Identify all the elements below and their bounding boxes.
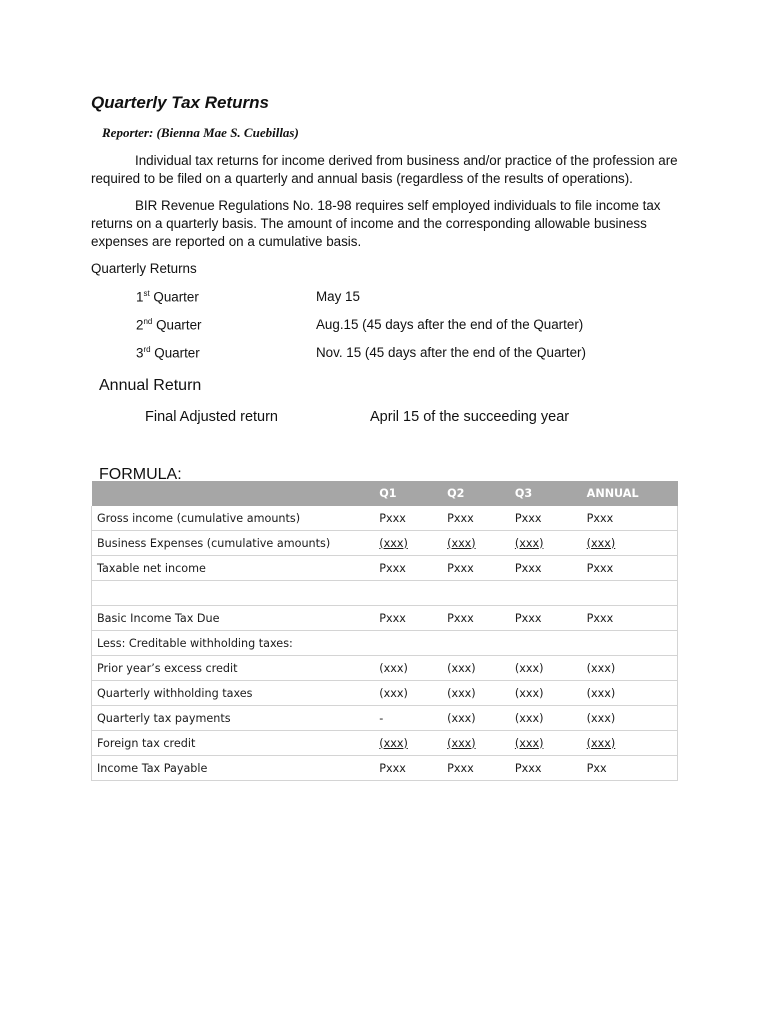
cell-q3 — [515, 581, 587, 606]
annual-return-due-date: April 15 of the succeeding year — [370, 409, 570, 425]
cell-q1: (xxx) — [379, 531, 447, 556]
cell-annual: Pxx — [587, 756, 678, 781]
row-label: Basic Income Tax Due — [92, 606, 380, 631]
cell-q2: Pxxx — [447, 556, 515, 581]
cell-q2 — [447, 631, 515, 656]
table-row — [92, 681, 678, 706]
cell-q2: Pxxx — [447, 506, 515, 531]
row-label: Foreign tax credit — [92, 731, 380, 756]
cell-annual — [587, 581, 678, 606]
table-row — [92, 531, 678, 556]
cell-q1 — [379, 581, 447, 606]
quarter-label: 2nd Quarter — [136, 317, 202, 333]
cell-q3: Pxxx — [515, 606, 587, 631]
row-label: Prior year’s excess credit — [92, 656, 380, 681]
cell-annual: Pxxx — [587, 556, 678, 581]
cell-annual: (xxx) — [587, 731, 678, 756]
paragraph-filing-basis — [91, 152, 691, 188]
paragraph-bir-regulation — [91, 197, 691, 251]
cell-annual: (xxx) — [587, 681, 678, 706]
cell-annual — [587, 631, 678, 656]
quarter-due-date: Nov. 15 (45 days after the end of the Quarter) — [316, 345, 586, 360]
table-row — [92, 656, 678, 681]
table-row — [92, 556, 678, 581]
table-header-row — [92, 481, 678, 506]
table-row — [92, 756, 678, 781]
cell-q3 — [515, 631, 587, 656]
annual-return-heading: Annual Return — [99, 377, 202, 394]
table-row — [92, 706, 678, 731]
header-cell-q1: Q1 — [379, 481, 447, 506]
cell-annual: (xxx) — [587, 656, 678, 681]
quarterly-returns-heading: Quarterly Returns — [91, 261, 197, 276]
quarter-row-2 — [136, 317, 696, 335]
row-label: Less: Creditable withholding taxes: — [92, 631, 380, 656]
cell-q3: (xxx) — [515, 731, 587, 756]
quarter-row-3 — [136, 345, 696, 363]
row-label: Gross income (cumulative amounts) — [92, 506, 380, 531]
document-title: Quarterly Tax Returns — [91, 93, 269, 112]
header-cell-annual: ANNUAL — [587, 481, 678, 506]
header-cell-q3: Q3 — [515, 481, 587, 506]
row-label: Income Tax Payable — [92, 756, 380, 781]
cell-q2: (xxx) — [447, 656, 515, 681]
cell-q3: (xxx) — [515, 531, 587, 556]
cell-annual: (xxx) — [587, 531, 678, 556]
cell-q1: - — [379, 706, 447, 731]
row-label: Taxable net income — [92, 556, 380, 581]
formula-heading: FORMULA: — [99, 466, 182, 483]
quarter-row-1 — [136, 289, 696, 307]
cell-q3: Pxxx — [515, 506, 587, 531]
paragraph-text: BIR Revenue Regulations No. 18-98 requires self employed individuals to file income tax returns on a quarterly basis. The amount of income and the corresponding allowable business expenses are reported on a cumulative basis. — [91, 198, 661, 249]
table-row-spacer — [92, 581, 678, 606]
cell-q2: (xxx) — [447, 681, 515, 706]
cell-q3: (xxx) — [515, 681, 587, 706]
table-row — [92, 606, 678, 631]
cell-q1: (xxx) — [379, 681, 447, 706]
cell-annual: (xxx) — [587, 706, 678, 731]
cell-q3: (xxx) — [515, 656, 587, 681]
cell-q1: Pxxx — [379, 556, 447, 581]
cell-q2: (xxx) — [447, 706, 515, 731]
cell-annual: Pxxx — [587, 606, 678, 631]
row-label — [92, 581, 380, 606]
cell-q3: Pxxx — [515, 556, 587, 581]
cell-q1: (xxx) — [379, 656, 447, 681]
quarter-due-date: Aug.15 (45 days after the end of the Quarter) — [316, 317, 584, 332]
reporter-line: Reporter: (Bienna Mae S. Cuebillas) — [102, 125, 299, 140]
annual-return-label: Final Adjusted return — [145, 409, 278, 425]
cell-q3: Pxxx — [515, 756, 587, 781]
cell-q1: Pxxx — [379, 606, 447, 631]
annual-return-row — [145, 409, 645, 429]
row-label: Quarterly withholding taxes — [92, 681, 380, 706]
header-cell-q2: Q2 — [447, 481, 515, 506]
cell-q2: (xxx) — [447, 731, 515, 756]
cell-annual: Pxxx — [587, 506, 678, 531]
cell-q1 — [379, 631, 447, 656]
table-row — [92, 731, 678, 756]
paragraph-text: Individual tax returns for income derived from business and/or practice of the profession are required to be filed on a quarterly and annual basis (regardless of the results of operations). — [91, 153, 678, 186]
cell-q3: (xxx) — [515, 706, 587, 731]
cell-q1: (xxx) — [379, 731, 447, 756]
formula-table — [91, 481, 678, 781]
header-cell-label — [92, 481, 380, 506]
table-row — [92, 506, 678, 531]
cell-q2 — [447, 581, 515, 606]
cell-q1: Pxxx — [379, 506, 447, 531]
quarter-label: 3rd Quarter — [136, 345, 200, 361]
cell-q2: Pxxx — [447, 756, 515, 781]
quarter-label: 1st Quarter — [136, 289, 199, 305]
cell-q2: Pxxx — [447, 606, 515, 631]
row-label: Business Expenses (cumulative amounts) — [92, 531, 380, 556]
cell-q2: (xxx) — [447, 531, 515, 556]
table-row — [92, 631, 678, 656]
cell-q1: Pxxx — [379, 756, 447, 781]
row-label: Quarterly tax payments — [92, 706, 380, 731]
quarter-due-date: May 15 — [316, 289, 360, 304]
